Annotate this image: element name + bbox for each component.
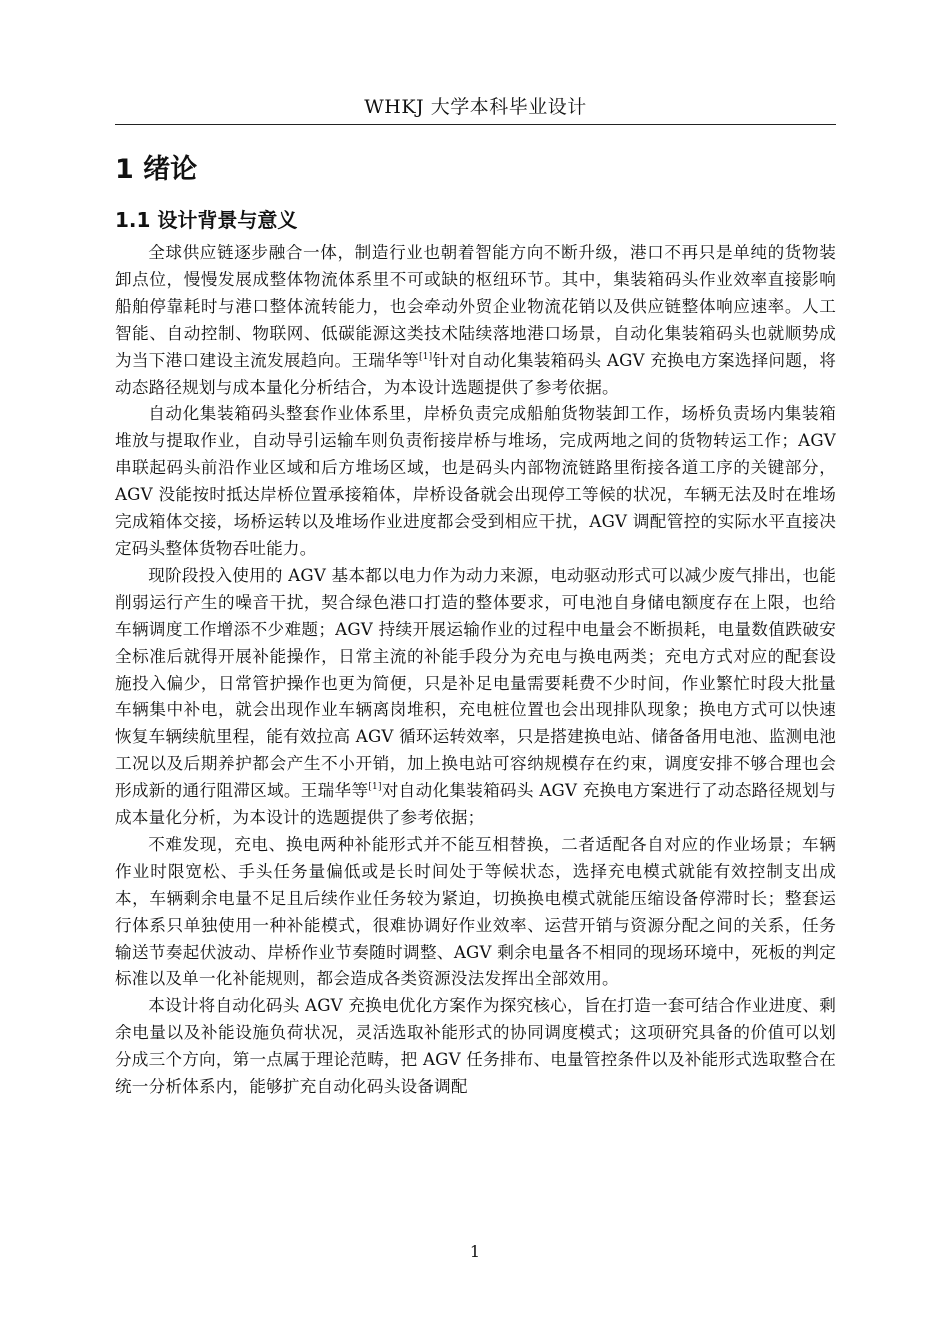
paragraph	[115, 401, 836, 562]
paragraph	[115, 563, 836, 832]
page-header	[115, 92, 836, 125]
paragraph-text: 自动化集装箱码头整套作业体系里，岸桥负责完成船舶货物装卸工作，场桥负责场内集装箱堆放与提取作业，自动导引运输车则负责衔接岸桥与堆场，完成两地之间的货物转运工作；AGV 串联起码头前沿作业区域和后方堆场区域，也是码头内部物流链路里衔接各道工序的关键部分，AGV 没能按时抵达岸桥位置承接箱体，岸桥设备就会出现停工等候的状况，车辆无法及时在堆场完成箱体交接，场桥运转以及堆场作业进度都会受到相应干扰，AGV 调配管控的实际水平直接决定码头整体货物吞吐能力。	[115, 404, 836, 558]
paragraph-text: 本设计将自动化码头 AGV 充换电优化方案作为探究核心，旨在打造一套可结合作业进度、剩余电量以及补能设施负荷状况，灵活选取补能形式的协同调度模式；这项研究具备的价值可以划分成三个方向，第一点属于理论范畴，把 AGV 任务排布、电量管控条件以及补能形式选取整合在统一分析体系内，能够扩充自动化码头设备调配	[115, 996, 836, 1097]
paragraph-text: 针对自动化集装箱码头 AGV 充换电方案选择问题，将动态路径规划与成本量化分析结合，为本设计选题提供了参考依据。	[115, 350, 836, 397]
paragraph	[115, 832, 836, 993]
paragraph	[115, 993, 836, 1101]
page-number: 1	[469, 1242, 481, 1261]
citation-link[interactable]: [1]	[419, 351, 433, 362]
body-text	[115, 240, 836, 1101]
paragraph-text: 不难发现，充电、换电两种补能形式并不能互相替换，二者适配各自对应的作业场景；车辆作业时限宽松、手头任务量偏低或是长时间处于等候状态，选择充电模式就能有效控制支出成本，车辆剩余电量不足且后续作业任务较为紧迫，切换换电模式就能压缩设备停滞时长；整套运行体系只单独使用一种补能模式，很难协调好作业效率、运营开销与资源分配之间的关系，任务输送节奏起伏波动、岸桥作业节奏随时调整、AGV 剩余电量各不相同的现场环境中，死板的判定标准以及单一化补能规则，都会造成各类资源没法发挥出全部效用。	[115, 834, 836, 989]
paragraph-text: 全球供应链逐步融合一体，制造行业也朝着智能方向不断升级，港口不再只是单纯的货物装卸点位，慢慢发展成整体物流体系里不可或缺的枢纽环节。其中，集装箱码头作业效率直接影响船舶停靠耗时与港口整体流转能力，也会牵动外贸企业物流花销以及供应链整体响应速率。人工智能、自动控制、物联网、低碳能源这类技术陆续落地港口场景，自动化集装箱码头也就顺势成为当下港口建设主流发展趋向。王瑞华等	[115, 243, 836, 370]
paragraph	[115, 240, 836, 401]
paragraph-text: 现阶段投入使用的 AGV 基本都以电力作为动力来源，电动驱动形式可以减少废气排出，也能削弱运行产生的噪音干扰，契合绿色港口打造的整体要求，可电池自身储电额度存在上限，也给车辆调度工作增添不少难题；AGV 持续开展运输作业的过程中电量会不断损耗，电量数值跌破安全标准后就得开展补能操作，日常主流的补能手段分为充电与换电两类；充电方式对应的配套设施投入偏少，日常管护操作也更为简便，只是补足电量需要耗费不少时间，作业繁忙时段大批量车辆集中补电，就会出现作业车辆离岗堆积，充电桩位置也会出现排队现象；换电方式可以快速恢复车辆续航里程，能有效拉高 AGV 循环运转效率，只是搭建换电站、储备备用电池、监测电池工况以及后期养护都会产生不小开销，加上换电站可容纳规模存在约束，调度安排不够合理也会形成新的通行阻滞区域。王瑞华等	[115, 565, 836, 801]
paragraph-text: 对自动化集装箱码头 AGV 充换电方案进行了动态路径规划与成本量化分析，为本设计的选题提供了参考依据；	[115, 781, 837, 828]
header-title: WHKJ 大学本科毕业设计	[364, 96, 587, 118]
chapter-heading: 1 绪论	[115, 154, 198, 185]
section-heading: 1.1 设计背景与意义	[115, 208, 298, 232]
citation-link[interactable]: [1]	[368, 782, 382, 793]
